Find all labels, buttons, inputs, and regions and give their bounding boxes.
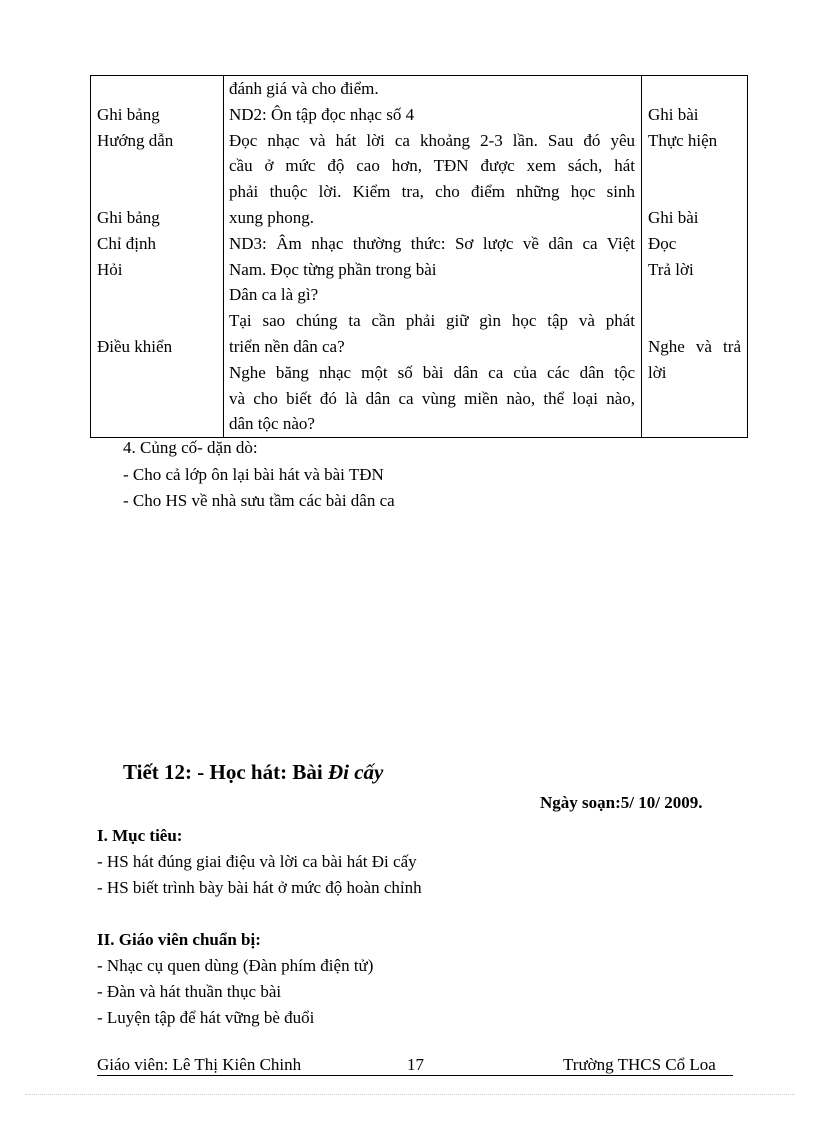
consolidation-heading: 4. Củng cố- dặn dò: <box>123 438 258 457</box>
teacher-activity-column <box>91 76 224 438</box>
lesson-song-name: Đi cấy <box>327 760 384 784</box>
table-cell: Trả lời <box>648 259 694 279</box>
content-line: xung phong. <box>229 207 314 227</box>
table-cell <box>648 308 741 334</box>
preparation-item: - Đàn và hát thuần thục bài <box>97 982 282 1001</box>
page-edge-divider <box>25 1094 795 1095</box>
lesson-title-prefix: Tiết 12: - Học hát: Bài <box>123 760 328 784</box>
table-cell <box>97 282 223 308</box>
consolidation-item: - Cho cả lớp ôn lại bài hát và bài TĐN <box>123 465 384 484</box>
objectives-heading: I. Mục tiêu: <box>97 826 183 845</box>
table-cell: Đọc <box>648 233 677 253</box>
footer-teacher: Giáo viên: Lê Thị Kiên Chinh <box>97 1055 302 1074</box>
footer-rule <box>97 1075 733 1076</box>
table-cell: Điều khiển <box>97 336 173 356</box>
table-cell <box>97 411 223 437</box>
preparation-item: - Nhạc cụ quen dùng (Đàn phím điện tử) <box>97 956 374 975</box>
table-cell: Hỏi <box>97 259 123 279</box>
table-cell: Ghi bảng <box>97 104 160 124</box>
content-line: ND2: Ôn tập đọc nhạc số 4 <box>229 104 415 124</box>
content-line: đánh giá và cho điểm. <box>229 79 379 98</box>
content-line: Đọc nhạc và hát lời ca khoảng 2-3 lần. Sau đó yêu <box>229 130 635 150</box>
table-cell: Ghi bài <box>648 104 699 124</box>
student-activity-column <box>642 76 748 438</box>
table-cell <box>648 411 741 437</box>
table-cell: Chỉ định <box>97 233 157 253</box>
table-cell: Ghi bài <box>648 207 699 227</box>
table-cell <box>97 153 223 179</box>
content-line: và cho biết đó là dân ca vùng miền nào, thể loại nào, <box>229 388 635 408</box>
preparation-item: - Luyện tập để hát vững bè đuổi <box>97 1008 315 1027</box>
lesson-activity-table <box>90 75 748 438</box>
content-line: dân tộc nào? <box>229 414 315 434</box>
content-column <box>224 76 642 438</box>
content-line: Tại sao chúng ta cần phải giữ gìn học tập và phát <box>229 311 635 331</box>
table-cell <box>97 76 223 102</box>
preparation-heading: II. Giáo viên chuẩn bị: <box>97 930 261 949</box>
lesson-title <box>123 760 383 785</box>
table-cell: Thực hiện <box>648 130 718 150</box>
table-cell <box>648 282 741 308</box>
table-cell <box>648 179 741 205</box>
content-line: triển nền dân ca? <box>229 336 345 356</box>
content-line: Dân ca là gì? <box>229 285 319 305</box>
table-cell <box>97 360 223 386</box>
table-cell: Hướng dẫn <box>97 130 174 150</box>
table-cell <box>97 308 223 334</box>
consolidation-item: - Cho HS về nhà sưu tầm các bài dân ca <box>123 491 395 510</box>
table-cell <box>97 179 223 205</box>
table-cell: lời <box>648 362 667 382</box>
table-cell <box>648 76 741 102</box>
table-cell: Ghi bảng <box>97 207 160 227</box>
table-cell <box>648 386 741 412</box>
footer-school: Trường THCS Cổ Loa <box>563 1055 716 1074</box>
footer-page-number: 17 <box>407 1055 424 1074</box>
table-cell <box>97 386 223 412</box>
table-cell: Nghe và trả <box>648 336 741 356</box>
content-line: ND3: Âm nhạc thường thức: Sơ lược về dân ca Việt <box>229 233 635 253</box>
objective-item: - HS biết trình bày bài hát ở mức độ hoàn chỉnh <box>97 878 422 897</box>
objective-item: - HS hát đúng giai điệu và lời ca bài hát Đi cấy <box>97 852 417 871</box>
table-cell <box>648 153 741 179</box>
preparation-date: Ngày soạn:5/ 10/ 2009. <box>540 793 703 812</box>
content-line: Nghe băng nhạc một số bài dân ca của các dân tộc <box>229 362 635 382</box>
content-line: cầu ở mức độ cao hơn, TĐN được xem sách, hát <box>229 156 635 176</box>
content-line: phải thuộc lời. Kiểm tra, cho điểm những học sinh <box>229 182 635 202</box>
content-line: Nam. Đọc từng phần trong bài <box>229 259 437 279</box>
